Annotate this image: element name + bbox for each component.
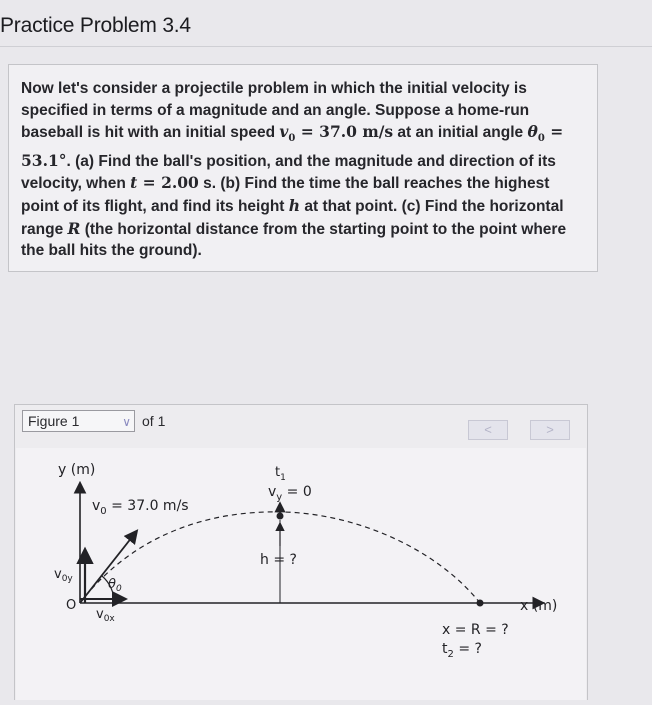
t2-label-eq: = ? [453,641,482,657]
vy-label-eq: = 0 [282,484,312,500]
v0-label-v: v [92,498,101,514]
t2-label-sub: 2 [447,649,454,660]
t2-label-t: t [442,641,448,657]
height-label: h = ? [260,552,297,568]
equals-1: = [295,122,320,142]
figure-select-value: Figure 1 [28,413,80,429]
problem-text-2: at an initial angle [393,124,528,142]
problem-text-4: . (b) Find the time the ball reaches the highest point of its flight, and find its height [21,175,550,216]
R-symbol: R [67,218,81,238]
v0-symbol: v [279,122,289,142]
theta-subscript: 0 [537,133,545,145]
vox-label-v: v [96,607,104,622]
problem-text-1: Now let's consider a projectile problem in which the initial velocity is specified in terms of a magnitude and an angle. Suppose a home-run baseball is hit with an initial speed [21,80,530,142]
equals-2: = [544,122,564,142]
t-unit: s [203,175,212,193]
problem-text-5: at that point. (c) Find the horizontal range [21,198,564,238]
theta0-label-sub: 0 [115,584,122,594]
v0-label-sub: 0 [100,506,107,517]
vy-label-v: v [268,484,277,500]
page-title: Practice Problem 3.4 [0,14,191,37]
v0-subscript: 0 [288,133,296,145]
projectile-diagram [16,448,586,700]
figure-image [16,448,586,700]
voy-label [54,567,73,584]
t1-label-sub: 1 [280,473,286,483]
t-value: 2.00 [161,173,199,193]
figure-select[interactable] [22,410,135,432]
figure-count-label: of 1 [142,413,166,429]
title-divider [0,46,652,47]
previous-figure-button[interactable]: < [468,420,508,440]
v0-label-value: = 37.0 m/s [106,498,189,514]
h-symbol: h [288,196,301,216]
chevron-down-icon: ∨ [122,415,131,429]
next-figure-button[interactable]: > [530,420,570,440]
voy-label-v: v [54,567,62,582]
theta-value: 53.1° [21,150,67,170]
t2-label [442,641,482,660]
problem-statement-text [21,78,581,262]
vy-zero-label [268,484,312,503]
equals-3: = [137,173,162,193]
problem-text-3: . (a) Find the ball's position, and the magnitude and direction of its velocity, when [21,152,556,193]
x-axis-label: x (m) [520,598,558,614]
origin-label: O [66,598,77,613]
t1-label [275,465,286,483]
t-symbol: t [130,173,138,193]
vox-label-sub: 0x [103,614,115,624]
problem-text-6: (the horizontal distance from the starting point to the point where the ball hits the ground). [21,220,567,260]
theta0-label-sym: θ [108,577,116,592]
vox-label [96,607,115,624]
theta0-label [108,577,122,594]
initial-velocity-vector [80,532,136,603]
y-axis-label: y (m) [58,462,96,478]
v0-value: 37.0 m/s [319,122,394,142]
range-label: x = R = ? [442,622,509,638]
voy-label-sub: 0y [61,574,73,584]
landing-point [477,600,484,607]
t1-label-t: t [275,465,281,480]
v0-label [92,498,189,517]
theta-symbol: θ [527,122,538,142]
vy-label-sub: y [276,492,283,503]
